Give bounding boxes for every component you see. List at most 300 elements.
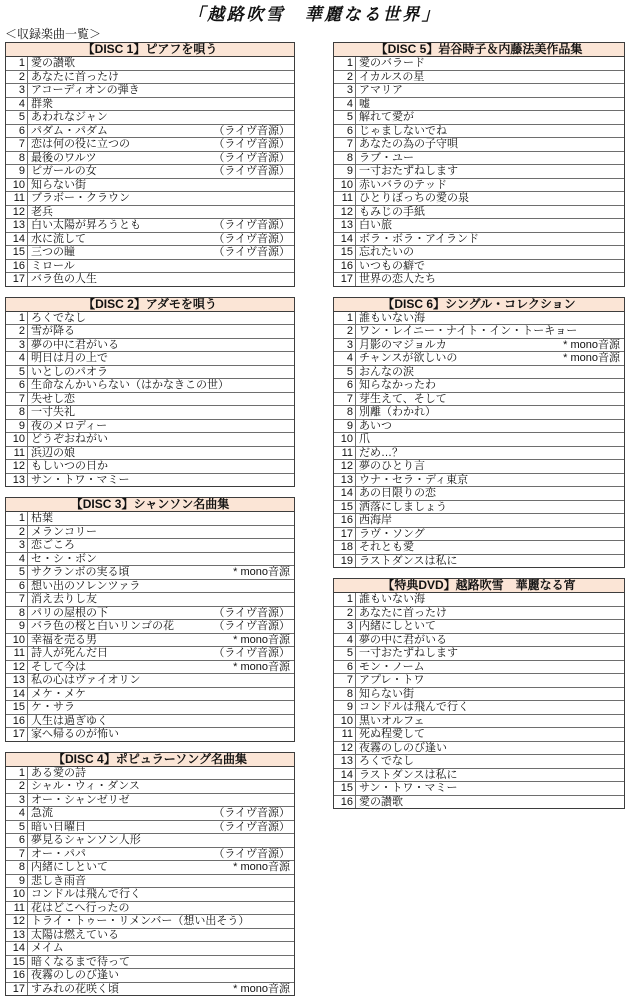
track-title: 枯葉 <box>31 512 53 524</box>
track-row <box>334 593 624 607</box>
track-number: 14 <box>6 942 28 955</box>
track-title: 一寸おたずねします <box>359 165 458 177</box>
track-title-cell <box>28 861 294 874</box>
track-title: 悲しき雨音 <box>31 874 86 887</box>
track-number: 11 <box>6 192 28 205</box>
track-title-cell <box>28 915 294 928</box>
track-number: 5 <box>6 821 28 834</box>
track-row <box>334 634 624 648</box>
track-title: 三つの瞳 <box>31 246 75 258</box>
track-number: 16 <box>6 260 28 273</box>
track-title: シャル・ウィ・ダンス <box>31 780 140 792</box>
track-row <box>334 742 624 756</box>
track-row <box>334 352 624 366</box>
track-row <box>334 796 624 809</box>
track-row <box>6 460 294 474</box>
track-title-cell <box>356 206 624 219</box>
track-number: 9 <box>6 165 28 178</box>
track-number: 12 <box>6 661 28 674</box>
track-title-cell <box>356 339 624 352</box>
track-title: ブラボー・クラウン <box>31 192 130 204</box>
track-title-cell <box>28 219 294 232</box>
track-number: 8 <box>334 406 356 419</box>
track-row <box>334 688 624 702</box>
track-row <box>6 165 294 179</box>
track-row <box>6 834 294 848</box>
track-title-cell <box>356 474 624 487</box>
track-title-cell <box>356 661 624 674</box>
track-title: 幸福を売る男 <box>31 633 97 646</box>
track-title-cell <box>28 98 294 111</box>
track-title-cell <box>356 219 624 232</box>
track-row <box>334 138 624 152</box>
track-number: 1 <box>6 57 28 70</box>
track-title-cell <box>356 246 624 259</box>
track-title-cell <box>28 674 294 687</box>
track-title: 月影のマジョルカ <box>359 338 447 351</box>
track-row <box>334 219 624 233</box>
track-source-note: （ライヴ音源） <box>213 151 290 164</box>
track-number: 7 <box>334 138 356 151</box>
disc-section <box>5 42 295 287</box>
track-number: 17 <box>6 983 28 996</box>
track-title-cell <box>356 352 624 365</box>
track-number: 6 <box>6 125 28 138</box>
track-title-cell <box>356 179 624 192</box>
track-number: 2 <box>334 607 356 620</box>
page-title: 「越路吹雪 華麗なる世界」 <box>187 5 442 25</box>
track-title-cell <box>28 661 294 674</box>
track-row <box>6 888 294 902</box>
track-row <box>334 57 624 71</box>
track-title-cell <box>28 647 294 660</box>
track-title: 夜霧のしのび逢い <box>31 969 119 981</box>
track-number: 1 <box>6 512 28 525</box>
track-row <box>334 273 624 286</box>
track-number: 4 <box>6 98 28 111</box>
track-title: 雪が降る <box>31 325 75 337</box>
track-title-cell <box>28 393 294 406</box>
track-number: 17 <box>334 273 356 286</box>
track-title-cell <box>28 834 294 847</box>
track-row <box>334 701 624 715</box>
track-title: 内緒にしといて <box>359 620 436 632</box>
track-row <box>6 634 294 648</box>
track-source-note: （ライヴ音源） <box>213 232 290 245</box>
track-source-note: （ライヴ音源） <box>213 847 290 860</box>
track-title-cell <box>28 273 294 286</box>
track-number: 6 <box>6 580 28 593</box>
track-title: 群衆 <box>31 97 53 110</box>
track-number: 8 <box>334 688 356 701</box>
track-row <box>334 420 624 434</box>
track-number: 4 <box>6 352 28 365</box>
track-title: ある愛の詩 <box>31 766 86 779</box>
track-title-cell <box>28 888 294 901</box>
track-row <box>334 111 624 125</box>
track-row <box>334 460 624 474</box>
track-title: もみじの手紙 <box>359 205 425 218</box>
track-row <box>6 246 294 260</box>
track-title: 想い出のソレンツァラ <box>31 579 141 592</box>
track-number: 17 <box>6 273 28 286</box>
track-row <box>6 192 294 206</box>
disc-section-header: 【DISC 4】ポピュラーソング名曲集 <box>6 753 294 767</box>
track-row <box>6 512 294 526</box>
track-title: 内緒にしといて <box>31 861 108 873</box>
track-number: 13 <box>334 755 356 768</box>
track-row <box>6 767 294 781</box>
track-row <box>6 848 294 862</box>
track-title: 誰もいない海 <box>359 311 425 324</box>
track-title: 知らない街 <box>31 178 86 191</box>
track-number: 13 <box>334 219 356 232</box>
track-source-note: * mono音源 <box>563 352 620 364</box>
track-title-cell <box>28 125 294 138</box>
left-column <box>5 42 295 1006</box>
track-title-cell <box>356 325 624 338</box>
track-source-note: * mono音源 <box>233 861 290 873</box>
track-title-cell <box>28 942 294 955</box>
track-title-cell <box>356 541 624 554</box>
track-title: ラヴ・ソング <box>359 527 425 540</box>
track-row <box>6 138 294 152</box>
track-title: あいつ <box>359 419 392 432</box>
track-number: 13 <box>6 219 28 232</box>
track-row <box>334 647 624 661</box>
track-title: 浜辺の娘 <box>31 446 75 459</box>
track-row <box>6 71 294 85</box>
track-number: 6 <box>6 379 28 392</box>
track-title: オー・パパ <box>31 847 86 860</box>
track-title: ミロール <box>31 259 75 272</box>
track-number: 10 <box>6 634 28 647</box>
track-row <box>334 206 624 220</box>
track-source-note: （ライヴ音源） <box>213 246 290 258</box>
track-title-cell <box>28 902 294 915</box>
track-row <box>334 98 624 112</box>
track-title-cell <box>28 84 294 97</box>
track-title: パダム・パダム <box>31 124 108 137</box>
track-number: 19 <box>334 555 356 568</box>
track-title: 一寸失礼 <box>31 406 75 418</box>
track-title-cell <box>356 755 624 768</box>
track-source-note: * mono音源 <box>233 660 290 673</box>
track-row <box>334 728 624 742</box>
track-number: 17 <box>334 528 356 541</box>
track-number: 8 <box>6 406 28 419</box>
track-row <box>334 165 624 179</box>
track-number: 11 <box>334 192 356 205</box>
track-title-cell <box>28 553 294 566</box>
track-title-cell <box>28 260 294 273</box>
track-row <box>334 555 624 568</box>
track-number: 6 <box>334 661 356 674</box>
track-number: 12 <box>334 206 356 219</box>
track-number: 12 <box>6 460 28 473</box>
track-number: 1 <box>334 312 356 325</box>
track-row <box>6 942 294 956</box>
track-row <box>6 111 294 125</box>
track-number: 3 <box>334 620 356 633</box>
tracklist-heading: ＜収録楽曲一覧＞ <box>5 27 102 41</box>
track-number: 11 <box>6 647 28 660</box>
track-title: ろくでなし <box>31 311 86 324</box>
track-number: 3 <box>334 339 356 352</box>
track-row <box>6 956 294 970</box>
track-number: 5 <box>334 111 356 124</box>
track-number: 9 <box>6 420 28 433</box>
track-number: 7 <box>6 593 28 606</box>
track-number: 4 <box>6 553 28 566</box>
track-title-cell <box>28 794 294 807</box>
track-number: 14 <box>334 487 356 500</box>
track-number: 7 <box>334 674 356 687</box>
track-number: 9 <box>6 875 28 888</box>
track-number: 5 <box>6 366 28 379</box>
track-row <box>334 715 624 729</box>
track-title: おんなの涙 <box>359 365 414 378</box>
track-title-cell <box>356 715 624 728</box>
track-title: 暗くなるまで待って <box>31 955 130 968</box>
track-title-cell <box>356 514 624 527</box>
track-title-cell <box>356 98 624 111</box>
track-title-cell <box>28 848 294 861</box>
disc-section <box>333 297 625 569</box>
track-title-cell <box>28 460 294 473</box>
track-number: 13 <box>334 474 356 487</box>
track-title: あわれなジャン <box>31 111 108 123</box>
track-title: そして今は <box>31 660 86 673</box>
track-source-note: * mono音源 <box>233 566 290 578</box>
track-title: 恋ごころ <box>31 539 75 551</box>
disc-section <box>5 297 295 488</box>
track-row <box>334 179 624 193</box>
track-number: 9 <box>334 165 356 178</box>
track-title: 家へ帰るのが怖い <box>31 728 119 740</box>
track-row <box>334 84 624 98</box>
track-row <box>334 393 624 407</box>
track-row <box>334 125 624 139</box>
track-row <box>334 325 624 339</box>
track-title-cell <box>356 393 624 406</box>
track-title-cell <box>356 152 624 165</box>
track-title: アマリア <box>359 84 403 96</box>
track-row <box>334 769 624 783</box>
track-title: 最後のワルツ <box>31 151 97 164</box>
track-title-cell <box>28 474 294 487</box>
disc-section-header: 【DISC 2】アダモを唄う <box>6 298 294 312</box>
track-title: 愛の讃歌 <box>359 795 403 808</box>
track-title-cell <box>356 796 624 809</box>
track-source-note: （ライヴ音源） <box>213 807 290 819</box>
track-title: 消え去りし友 <box>31 593 97 605</box>
track-title-cell <box>356 701 624 714</box>
track-number: 3 <box>6 794 28 807</box>
track-number: 15 <box>6 701 28 714</box>
track-title: 白い旅 <box>359 219 392 231</box>
track-title: 愛の讃歌 <box>31 57 75 69</box>
track-title-cell <box>356 111 624 124</box>
track-number: 14 <box>6 233 28 246</box>
track-row <box>334 541 624 555</box>
track-title: あなたの為の子守唄 <box>359 138 458 150</box>
track-title-cell <box>28 433 294 446</box>
track-number: 1 <box>6 312 28 325</box>
track-title: 人生は過ぎゆく <box>31 714 108 727</box>
track-title: アプレ・トワ <box>359 674 425 686</box>
track-title: ラストダンスは私に <box>359 554 458 567</box>
track-title-cell <box>356 634 624 647</box>
track-title-cell <box>28 366 294 379</box>
track-title-cell <box>356 312 624 325</box>
track-row <box>6 929 294 943</box>
track-title: 夢の中に君がいる <box>359 633 447 646</box>
track-title-cell <box>28 539 294 552</box>
track-number: 15 <box>334 246 356 259</box>
track-title: あなたに首ったけ <box>31 70 119 83</box>
track-row <box>6 219 294 233</box>
track-row <box>6 607 294 621</box>
track-title: 白い太陽が昇ろうとも <box>31 219 141 231</box>
track-title-cell <box>356 420 624 433</box>
track-title-cell <box>28 767 294 780</box>
track-number: 15 <box>334 501 356 514</box>
track-title-cell <box>28 728 294 741</box>
track-row <box>6 701 294 715</box>
track-title: 知らなかったわ <box>359 379 436 391</box>
track-number: 14 <box>334 769 356 782</box>
track-row <box>6 674 294 688</box>
track-number: 11 <box>334 728 356 741</box>
track-number: 15 <box>6 956 28 969</box>
track-title: すみれの花咲く頃 <box>31 982 119 995</box>
track-number: 3 <box>6 84 28 97</box>
track-number: 11 <box>334 447 356 460</box>
track-title-cell <box>28 688 294 701</box>
track-title-cell <box>356 501 624 514</box>
track-title-cell <box>28 620 294 633</box>
track-number: 11 <box>6 447 28 460</box>
track-title: コンドルは飛んで行く <box>31 888 141 900</box>
track-number: 11 <box>6 902 28 915</box>
track-row <box>6 794 294 808</box>
track-number: 12 <box>334 460 356 473</box>
track-title-cell <box>28 325 294 338</box>
track-title: イカルスの星 <box>359 70 425 83</box>
track-title-cell <box>28 780 294 793</box>
track-number: 17 <box>6 728 28 741</box>
track-number: 3 <box>334 84 356 97</box>
track-number: 5 <box>334 647 356 660</box>
track-title-cell <box>28 956 294 969</box>
track-title: トライ・トゥー・リメンバー（想い出そう） <box>31 915 250 927</box>
track-number: 8 <box>6 152 28 165</box>
track-row <box>6 447 294 461</box>
track-row <box>334 152 624 166</box>
track-number: 7 <box>6 848 28 861</box>
track-title-cell <box>28 929 294 942</box>
track-title-cell <box>28 246 294 259</box>
track-title: サン・トワ・マミー <box>31 473 130 486</box>
track-title: 夜のメロディー <box>31 419 108 432</box>
track-title-cell <box>28 634 294 647</box>
disc-section <box>5 497 295 742</box>
track-title: 恋は何の役に立つの <box>31 138 130 150</box>
track-title: チャンスが欲しいの <box>359 352 458 364</box>
track-source-note: （ライヴ音源） <box>213 165 290 177</box>
track-title: だめ…？ <box>359 446 403 459</box>
track-title: 明日は月の上で <box>31 352 108 364</box>
track-title-cell <box>28 526 294 539</box>
track-title-cell <box>356 273 624 286</box>
track-title: サン・トワ・マミー <box>359 782 458 794</box>
track-row <box>6 969 294 983</box>
track-number: 13 <box>6 674 28 687</box>
track-row <box>334 782 624 796</box>
track-title: どうぞおねがい <box>31 433 108 445</box>
track-title-cell <box>28 165 294 178</box>
disc-section <box>333 42 625 287</box>
track-row <box>6 98 294 112</box>
track-number: 3 <box>6 339 28 352</box>
disc-section-header: 【DISC 1】ピアフを唄う <box>6 43 294 57</box>
track-source-note: * mono音源 <box>563 338 620 351</box>
track-number: 10 <box>6 433 28 446</box>
track-title-cell <box>28 420 294 433</box>
track-title-cell <box>356 487 624 500</box>
track-row <box>334 312 624 326</box>
track-row <box>6 539 294 553</box>
track-row <box>6 566 294 580</box>
track-title-cell <box>28 807 294 820</box>
track-row <box>334 406 624 420</box>
track-number: 4 <box>6 807 28 820</box>
track-number: 10 <box>334 433 356 446</box>
track-row <box>6 875 294 889</box>
track-title: もしいつの日か <box>31 460 108 472</box>
track-row <box>334 433 624 447</box>
track-number: 16 <box>334 514 356 527</box>
track-source-note: （ライヴ音源） <box>213 647 290 659</box>
track-row <box>334 366 624 380</box>
track-row <box>6 125 294 139</box>
track-number: 6 <box>334 125 356 138</box>
track-number: 12 <box>6 915 28 928</box>
track-title: ケ・サラ <box>31 701 75 713</box>
track-title: 太陽は燃えている <box>31 928 119 941</box>
track-row <box>334 379 624 393</box>
track-row <box>6 688 294 702</box>
track-row <box>334 528 624 542</box>
track-title: アコーディオンの弾き <box>31 84 140 96</box>
track-title: 詩人が死んだ日 <box>31 647 108 659</box>
track-title: メイム <box>31 942 64 954</box>
track-title-cell <box>356 769 624 782</box>
track-number: 2 <box>334 71 356 84</box>
track-number: 1 <box>334 593 356 606</box>
track-title: バラ色の桜と白いリンゴの花 <box>31 620 174 632</box>
disc-section-header: 【特典DVD】越路吹雪 華麗なる宵 <box>334 579 624 593</box>
track-title: 愛のバラード <box>359 57 425 69</box>
track-row <box>6 902 294 916</box>
track-number: 14 <box>334 233 356 246</box>
track-title-cell <box>356 674 624 687</box>
track-number: 8 <box>6 607 28 620</box>
disc-section-header: 【DISC 3】シャンソン名曲集 <box>6 498 294 512</box>
track-row <box>6 260 294 274</box>
track-title-cell <box>356 647 624 660</box>
